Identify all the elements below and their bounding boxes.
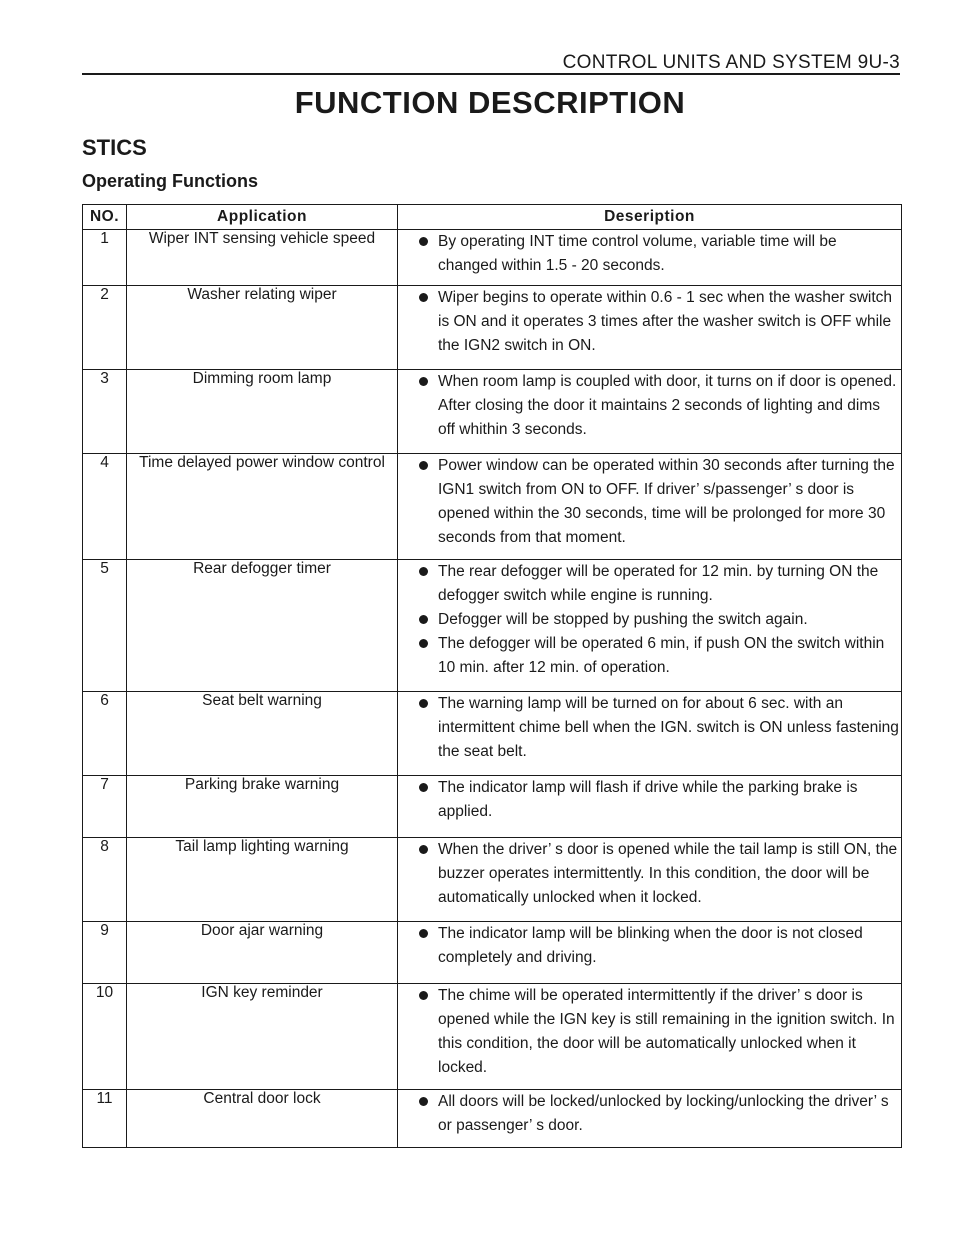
bullet-dot-icon [419,293,428,302]
bullet-text: The chime will be operated intermittently if the driver’ s door is opened while the IGN key is still remaining in the ignition switch. In this condition, the door will be automatically unlocked when it locked. [438,987,895,1076]
header-description: Deseription [398,205,902,230]
row-number: 4 [83,454,127,560]
row-description [398,286,902,370]
row-application: Central door lock [127,1090,398,1148]
row-application: Time delayed power window control [127,454,398,560]
bullet-text: All doors will be locked/unlocked by locking/unlocking the driver’ s or passenger’ s door. [438,1093,889,1134]
table-row [83,1090,902,1148]
bullet-text: When room lamp is coupled with door, it turns on if door is opened. After closing the door it maintains 2 seconds of lighting and dims off whithin 3 seconds. [438,373,897,438]
table-row [83,692,902,776]
row-description [398,838,902,922]
row-description [398,984,902,1090]
table-row [83,286,902,370]
bullet-dot-icon [419,639,428,648]
row-number: 6 [83,692,127,776]
description-bullet [398,838,901,910]
functions-table [82,204,902,1148]
page-title: FUNCTION DESCRIPTION [294,85,686,120]
row-number: 5 [83,560,127,692]
table-header-row [83,205,902,230]
description-bullet [398,776,901,824]
row-description [398,776,902,838]
header-no: NO. [83,205,127,230]
row-description [398,230,902,286]
row-application: Rear defogger timer [127,560,398,692]
running-header: CONTROL UNITS AND SYSTEM 9U-3 [562,52,900,73]
bullet-dot-icon [419,237,428,246]
bullet-text: By operating INT time control volume, variable time will be changed within 1.5 - 20 seconds. [438,233,837,274]
bullet-text: The rear defogger will be operated for 12 min. by turning ON the defogger switch while engine is running. [438,563,879,604]
bullet-dot-icon [419,377,428,386]
section-title: STICS [82,135,147,160]
bullet-text: Power window can be operated within 30 seconds after turning the IGN1 switch from ON to OFF. If driver’ s/passenger’ s door is opened within the 30 seconds, time will be prolonged for more 30 seconds from that moment. [438,457,895,546]
row-application: Washer relating wiper [127,286,398,370]
row-description [398,922,902,984]
bullet-dot-icon [419,929,428,938]
bullet-dot-icon [419,615,428,624]
row-application: Seat belt warning [127,692,398,776]
header-rule [82,73,900,75]
bullet-dot-icon [419,567,428,576]
bullet-dot-icon [419,991,428,1000]
description-bullet [398,608,901,632]
description-bullet [398,692,901,764]
row-number: 8 [83,838,127,922]
row-application: Tail lamp lighting warning [127,838,398,922]
description-bullet [398,632,901,680]
description-bullet [398,454,901,550]
table-row [83,560,902,692]
row-description [398,692,902,776]
table-body [83,230,902,1148]
bullet-text: When the driver’ s door is opened while the tail lamp is still ON, the buzzer operates intermittently. In this condition, the door will be automatically unlocked when it locked. [438,841,898,906]
table-row [83,454,902,560]
row-application: Dimming room lamp [127,370,398,454]
row-application: IGN key reminder [127,984,398,1090]
row-application: Parking brake warning [127,776,398,838]
row-description [398,560,902,692]
bullet-dot-icon [419,783,428,792]
row-description [398,1090,902,1148]
table-row [83,776,902,838]
bullet-text: The indicator lamp will be blinking when the door is not closed completely and driving. [438,925,863,966]
row-description [398,370,902,454]
row-number: 1 [83,230,127,286]
table-row [83,230,902,286]
row-number: 7 [83,776,127,838]
header-application: Application [127,205,398,230]
description-bullet [398,560,901,608]
bullet-dot-icon [419,845,428,854]
row-application: Door ajar warning [127,922,398,984]
bullet-dot-icon [419,1097,428,1106]
bullet-text: The warning lamp will be turned on for about 6 sec. with an intermittent chime bell when the IGN. switch is ON unless fastening the seat belt. [438,695,899,760]
row-number: 10 [83,984,127,1090]
bullet-text: Defogger will be stopped by pushing the switch again. [438,611,808,628]
table-row [83,984,902,1090]
bullet-text: Wiper begins to operate within 0.6 - 1 sec when the washer switch is ON and it operates 3 times after the washer switch is OFF while the IGN2 switch in ON. [438,289,893,354]
bullet-dot-icon [419,699,428,708]
row-description [398,454,902,560]
row-number: 11 [83,1090,127,1148]
bullet-text: The indicator lamp will flash if drive while the parking brake is applied. [438,779,858,820]
row-application: Wiper INT sensing vehicle speed [127,230,398,286]
row-number: 2 [83,286,127,370]
description-bullet [398,370,901,442]
description-bullet [398,1090,901,1138]
description-bullet [398,922,901,970]
description-bullet [398,230,901,278]
subsection-title: Operating Functions [82,171,259,191]
table-row [83,370,902,454]
description-bullet [398,286,901,358]
description-bullet [398,984,901,1080]
bullet-text: The defogger will be operated 6 min, if push ON the switch within 10 min. after 12 min. of operation. [438,635,885,676]
row-number: 9 [83,922,127,984]
table-row [83,922,902,984]
row-number: 3 [83,370,127,454]
table-row [83,838,902,922]
bullet-dot-icon [419,461,428,470]
